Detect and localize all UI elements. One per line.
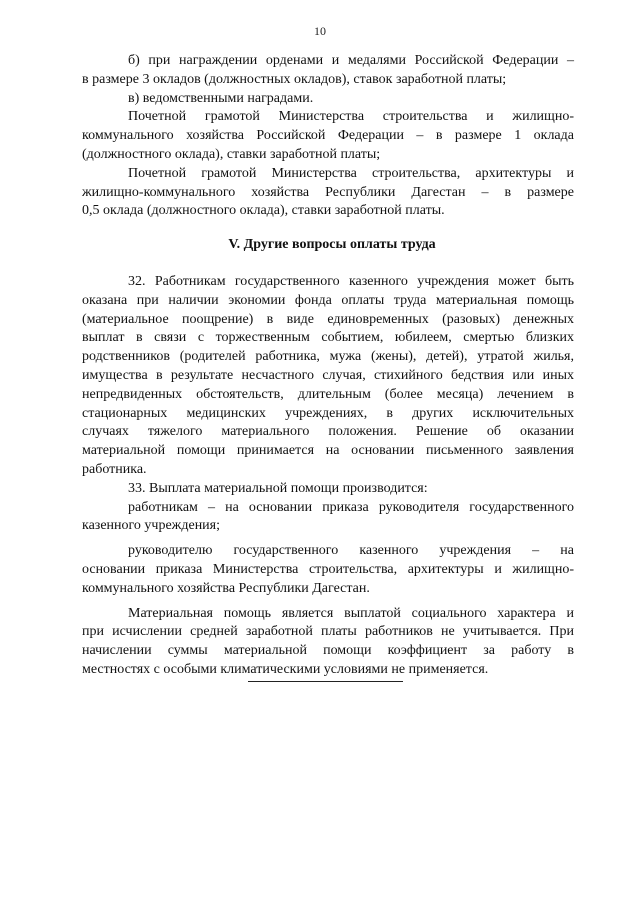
- text-line: работника.: [82, 461, 147, 477]
- page-number: 10: [314, 24, 326, 38]
- text-line: (должностного оклада), ставки заработной платы;: [82, 146, 381, 162]
- text-line: казенного учреждения;: [82, 518, 221, 534]
- text-line: 32. Работникам государственного казенного учреждения может быть: [128, 273, 574, 289]
- text-line: коммунального хозяйства Российской Федерации – в размере 1 оклада: [82, 128, 574, 144]
- text-line: руководителю государственного казенного учреждения – на: [128, 543, 574, 559]
- document-body: [82, 52, 574, 680]
- text-line: при исчислении средней заработной платы работников не учитывается. При: [82, 624, 574, 640]
- text-line: в) ведомственными наградами.: [128, 90, 314, 106]
- text-line: родственников (родителей работника, мужа (жены), детей), утратой жилья,: [82, 349, 574, 365]
- text-line: 0,5 оклада (должностного оклада), ставки заработной платы.: [82, 203, 445, 219]
- end-of-document-rule: [248, 681, 403, 682]
- text-line: 33. Выплата материальной помощи производится:: [128, 480, 428, 496]
- text-line: работникам – на основании приказа руководителя государственного: [128, 499, 574, 515]
- text-line: местностях с особыми климатическими условиями не применяется.: [82, 661, 489, 677]
- text-line: Почетной грамотой Министерства строительства и жилищно-: [128, 109, 574, 125]
- section-heading: V. Другие вопросы оплаты труда: [228, 237, 436, 253]
- text-line: жилищно-коммунального хозяйства Республики Дагестан – в размере: [82, 184, 574, 200]
- text-line: (материальное поощрение) в виде единовременных (разовых) денежных: [82, 311, 574, 327]
- text-line: коммунального хозяйства Республики Дагестан.: [82, 580, 370, 596]
- text-line: начислении суммы материальной помощи коэффициент за работу в: [82, 643, 574, 659]
- text-line: б) при награждении орденами и медалями Российской Федерации –: [128, 53, 574, 68]
- text-line: случаях тяжелого материального положения. Решение об оказании: [82, 424, 574, 440]
- text-line: непредвиденных обстоятельств, длительным (более месяца) лечением в: [82, 386, 574, 402]
- text-line: основании приказа Министерства строительства, архитектуры и жилищно-: [82, 561, 574, 577]
- text-line: выплат в связи с торжественным событием, юбилеем, смертью близких: [82, 330, 574, 346]
- text-line: имущества в результате несчастного случая, стихийного бедствия или иных: [82, 367, 574, 383]
- text-line: Почетной грамотой Министерства строительства, архитектуры и: [128, 165, 574, 181]
- text-line: оказана при наличии экономии фонда оплаты труда материальная помощь: [82, 292, 574, 308]
- text-line: Материальная помощь является выплатой социального характера и: [128, 605, 574, 621]
- text-line: материальной помощи принимается на основании письменного заявления: [82, 443, 574, 459]
- text-line: стационарных медицинских учреждениях, в других исключительных: [82, 405, 574, 421]
- text-line: в размере 3 окладов (должностных окладов), ставок заработной платы;: [82, 71, 507, 87]
